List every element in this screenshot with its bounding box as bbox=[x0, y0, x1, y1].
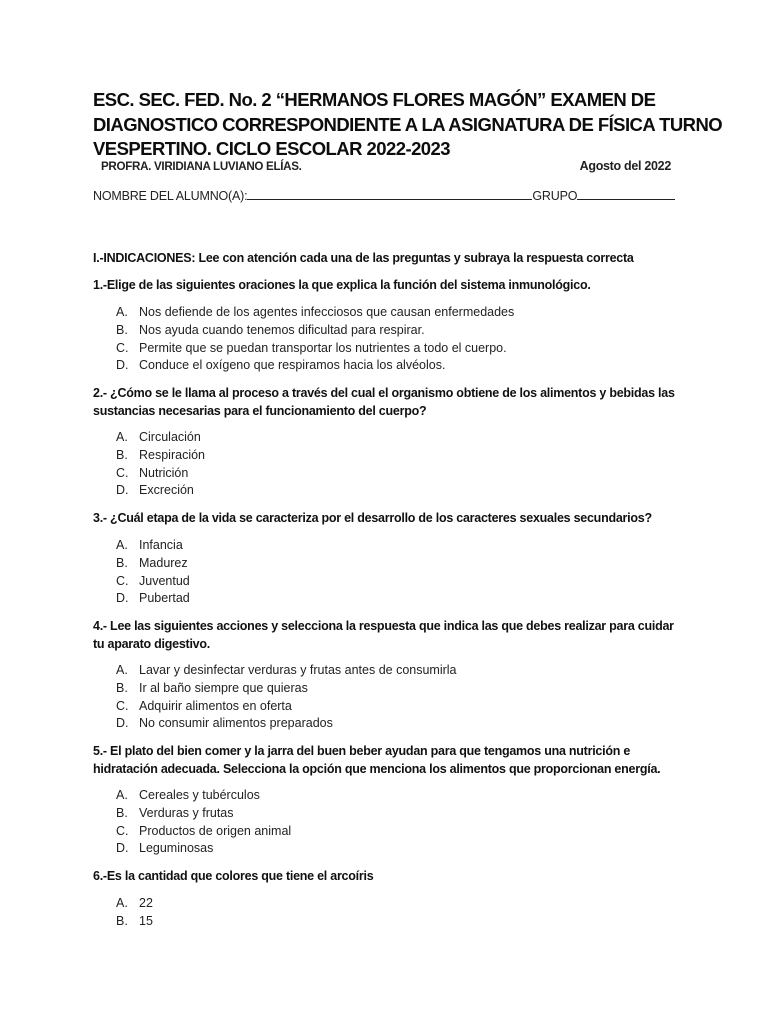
option[interactable] bbox=[116, 322, 514, 340]
question-3-options bbox=[116, 537, 190, 608]
option-text: Leguminosas bbox=[139, 841, 214, 856]
option[interactable] bbox=[116, 715, 457, 733]
question-5-options bbox=[116, 787, 291, 858]
option-letter: C. bbox=[116, 823, 129, 838]
option[interactable] bbox=[116, 340, 514, 358]
option-text: Madurez bbox=[139, 555, 188, 570]
question-1: 1.-Elige de las siguientes oraciones la que explica la función del sistema inmunológico. bbox=[93, 278, 591, 292]
option-text: Nos ayuda cuando tenemos dificultad para respirar. bbox=[139, 322, 425, 337]
option-letter: B. bbox=[116, 322, 128, 337]
option-letter: D. bbox=[116, 358, 129, 373]
option-text: Circulación bbox=[139, 430, 201, 444]
question-4: 4.- Lee las siguientes acciones y selecciona la respuesta que indica las que debes realizar para cuidar tu aparato digestivo. bbox=[93, 619, 674, 651]
option-letter: C. bbox=[116, 573, 129, 588]
option[interactable] bbox=[116, 429, 205, 447]
option[interactable] bbox=[116, 590, 190, 608]
option-text: Excreción bbox=[139, 483, 194, 498]
option-letter: B. bbox=[116, 680, 128, 695]
option-text: No consumir alimentos preparados bbox=[139, 716, 333, 731]
option-letter: D. bbox=[116, 716, 129, 731]
question-5: 5.- El plato del bien comer y la jarra del buen beber ayudan para que tengamos una nutrición e hidratación adecuada. Selecciona la opción que menciona los alimentos que proporcionan energía. bbox=[93, 744, 661, 776]
option-letter: D. bbox=[116, 483, 129, 498]
option-text: 22 bbox=[139, 896, 153, 910]
option[interactable] bbox=[116, 698, 457, 716]
question-1-options bbox=[116, 304, 514, 375]
question-3: 3.- ¿Cuál etapa de la vida se caracteriza por el desarrollo de los caracteres sexuales secundarios? bbox=[93, 511, 652, 525]
option[interactable] bbox=[116, 840, 291, 858]
option[interactable] bbox=[116, 555, 190, 573]
student-name-label: NOMBRE DEL ALUMNO(A): bbox=[93, 189, 248, 203]
option[interactable] bbox=[116, 913, 153, 931]
option-letter: A. bbox=[116, 305, 128, 319]
option-text: Productos de origen animal bbox=[139, 823, 292, 838]
option-text: Pubertad bbox=[139, 591, 190, 606]
option[interactable] bbox=[116, 465, 205, 483]
option-letter: A. bbox=[116, 663, 128, 677]
question-6-options bbox=[116, 895, 153, 931]
option-letter: B. bbox=[116, 805, 128, 820]
option-letter: D. bbox=[116, 591, 129, 606]
option-text: Conduce el oxígeno que respiramos hacia los alvéolos. bbox=[139, 358, 446, 373]
option[interactable] bbox=[116, 357, 514, 375]
option[interactable] bbox=[116, 823, 291, 841]
option-text: Cereales y tubérculos bbox=[139, 788, 260, 802]
option[interactable] bbox=[116, 805, 291, 823]
option[interactable] bbox=[116, 482, 205, 500]
exam-title bbox=[93, 88, 723, 162]
option-letter: C. bbox=[116, 340, 129, 355]
option-text: Adquirir alimentos en oferta bbox=[139, 698, 292, 713]
exam-date: Agosto del 2022 bbox=[579, 159, 671, 173]
option-letter: D. bbox=[116, 841, 129, 856]
title-line-2: DIAGNOSTICO CORRESPONDIENTE A LA ASIGNATURA DE FÍSICA TURNO bbox=[93, 113, 723, 135]
group-blank[interactable] bbox=[577, 187, 675, 200]
instructions: I.-INDICACIONES: Lee con atención cada una de las preguntas y subraya la respuesta correcta bbox=[93, 251, 634, 265]
option-text: Ir al baño siempre que quieras bbox=[139, 680, 308, 695]
option[interactable] bbox=[116, 304, 514, 322]
option-text: Verduras y frutas bbox=[139, 805, 234, 820]
option-letter: A. bbox=[116, 538, 128, 552]
teacher-name: PROFRA. VIRIDIANA LUVIANO ELÍAS. bbox=[101, 160, 302, 173]
option-letter: A. bbox=[116, 788, 128, 802]
option-letter: B. bbox=[116, 555, 128, 570]
option-letter: B. bbox=[116, 913, 128, 928]
option-text: Juventud bbox=[139, 573, 190, 588]
option[interactable] bbox=[116, 537, 190, 555]
option[interactable] bbox=[116, 787, 291, 805]
option[interactable] bbox=[116, 680, 457, 698]
option-text: Infancia bbox=[139, 538, 183, 552]
option-letter: C. bbox=[116, 698, 129, 713]
title-line-3: VESPERTINO. CICLO ESCOLAR 2022-2023 bbox=[93, 138, 451, 159]
option-text: Permite que se puedan transportar los nutrientes a todo el cuerpo. bbox=[139, 340, 507, 355]
group-label: GRUPO bbox=[532, 189, 578, 203]
student-info-line bbox=[93, 187, 673, 203]
question-2: 2.- ¿Cómo se le llama al proceso a través del cual el organismo obtiene de los alimentos y bebidas las sustancias necesarias para el funcionamiento del cuerpo? bbox=[93, 386, 675, 418]
option[interactable] bbox=[116, 895, 153, 913]
option-text: Nos defiende de los agentes infecciosos que causan enfermedades bbox=[139, 305, 515, 319]
option-text: 15 bbox=[139, 913, 153, 928]
question-2-options bbox=[116, 429, 205, 500]
option-text: Nutrición bbox=[139, 465, 189, 480]
option-text: Respiración bbox=[139, 447, 206, 462]
question-6: 6.-Es la cantidad que colores que tiene el arcoíris bbox=[93, 869, 374, 883]
student-name-blank[interactable] bbox=[247, 187, 532, 200]
option-letter: C. bbox=[116, 465, 129, 480]
option[interactable] bbox=[116, 573, 190, 591]
option[interactable] bbox=[116, 447, 205, 465]
option-letter: A. bbox=[116, 896, 128, 910]
option-text: Lavar y desinfectar verduras y frutas antes de consumirla bbox=[139, 663, 457, 677]
question-4-options bbox=[116, 662, 457, 733]
option[interactable] bbox=[116, 662, 457, 680]
option-letter: A. bbox=[116, 430, 128, 444]
title-line-1: ESC. SEC. FED. No. 2 “HERMANOS FLORES MAGÓN” EXAMEN DE bbox=[93, 89, 656, 110]
option-letter: B. bbox=[116, 447, 128, 462]
